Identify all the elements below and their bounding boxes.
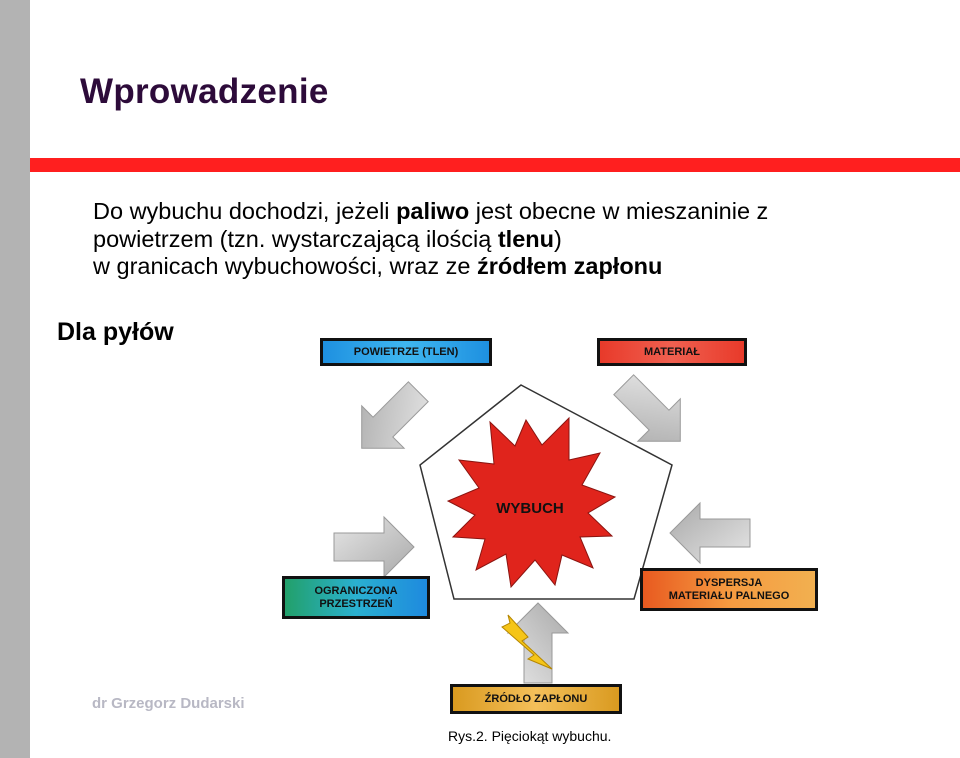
explosion-pentagon-diagram <box>270 325 830 725</box>
label-material: MATERIAŁ <box>597 338 747 366</box>
text-span: powietrzem (tzn. wystarczającą ilością <box>93 225 498 252</box>
intro-paragraph <box>93 198 953 281</box>
keyword-fuel: paliwo <box>396 198 470 224</box>
keyword-ignition-source: źródłem zapłonu <box>477 253 663 279</box>
label-dispersion <box>640 568 818 611</box>
text-span: w granicach wybuchowości, wraz ze <box>93 253 477 279</box>
label-dispersion-line1: DYSPERSJA <box>695 576 763 589</box>
slide-title: Wprowadzenie <box>80 72 329 111</box>
title-underline-bar <box>30 158 960 172</box>
label-confined-line2: PRZESTRZEŃ <box>319 597 393 610</box>
text-span: Do wybuchu dochodzi, jeżeli <box>93 198 397 224</box>
left-sidebar-bar <box>0 0 30 758</box>
arrow-confined-space-icon <box>334 517 414 577</box>
diagram-graphics <box>270 325 830 725</box>
keyword-oxygen: tlenu <box>497 225 554 252</box>
text-span: jest obecne w mieszaninie z <box>469 198 769 224</box>
figure-caption: Rys.2. Pięciokąt wybuchu. <box>448 728 612 744</box>
arrow-ignition-icon <box>508 603 568 683</box>
arrow-dispersion-icon <box>670 503 750 563</box>
label-dispersion-line2: MATERIAŁU PALNEGO <box>668 589 790 602</box>
paragraph-line-2 <box>93 226 953 254</box>
label-confined-space <box>282 576 430 619</box>
label-ignition-source: ŹRÓDŁO ZAPŁONU <box>450 684 622 714</box>
dust-subheading: Dla pyłów <box>57 318 174 346</box>
center-label: WYBUCH <box>496 500 564 517</box>
author-footer: dr Grzegorz Dudarski <box>92 695 245 712</box>
label-confined-line1: OGRANICZONA <box>314 584 398 597</box>
arrow-air-icon <box>341 371 440 470</box>
paragraph-line-1 <box>93 198 953 226</box>
paragraph-line-3 <box>93 253 953 281</box>
label-air: POWIETRZE (TLEN) <box>320 338 492 366</box>
text-span: ) <box>554 225 562 252</box>
